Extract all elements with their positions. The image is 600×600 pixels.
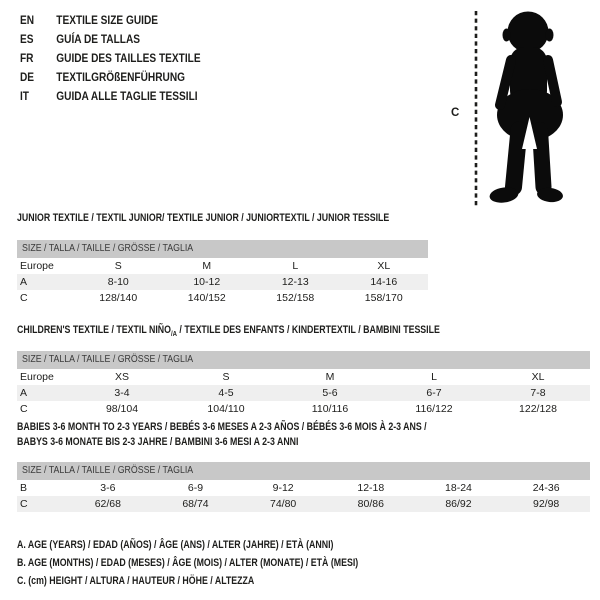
section-title-line1: BABIES 3-6 MONTH TO 2-3 YEARS / BEBÉS 3-6 MESES A 2-3 AÑOS / BÉBÉS 3-6 MOIS À 2-3 ANS / [17, 421, 427, 433]
size-value-cell: 158/170 [364, 292, 403, 304]
children-size-table [17, 369, 590, 417]
measure-legend [17, 536, 358, 590]
size-value-cell: L [431, 371, 437, 384]
row-label-cell: Europe [20, 260, 54, 272]
row-label-cell: A [20, 276, 28, 288]
language-code: EN [20, 15, 35, 27]
language-row-en [20, 12, 201, 31]
height-measure-figure [440, 5, 590, 215]
language-code: DE [20, 72, 35, 84]
language-code: ES [20, 34, 34, 46]
table-row [17, 258, 428, 274]
size-value-cell: 104/110 [207, 403, 245, 416]
size-value-cell: M [325, 371, 335, 384]
table-header-size: SIZE / TALLA / TAILLE / GRÖSSE / TAGLIA [17, 462, 590, 480]
size-value-cell: 74/80 [270, 498, 297, 510]
language-label: TEXTILGRÖßENFÜHRUNG [56, 72, 186, 84]
size-value-cell: 122/128 [519, 403, 557, 416]
size-value-cell: XL [531, 371, 545, 384]
size-value-cell: 86/92 [445, 498, 472, 510]
size-value-cell: 98/104 [105, 403, 139, 416]
size-value-cell: 12-18 [357, 482, 385, 494]
size-value-cell: 110/116 [311, 403, 349, 416]
language-label: GUÍA DE TALLAS [56, 34, 141, 46]
row-label-cell: C [20, 498, 28, 510]
table-row [17, 480, 590, 496]
section-junior-textile [17, 211, 428, 306]
row-label-cell: C [20, 403, 28, 416]
size-value-cell: 140/152 [187, 292, 226, 304]
size-value-cell: 5-6 [322, 387, 338, 400]
language-list [20, 12, 201, 107]
size-value-cell: 152/158 [276, 292, 315, 304]
size-value-cell: 8-10 [107, 276, 129, 288]
language-label: GUIDA ALLE TAGLIE TESSILI [56, 91, 198, 103]
language-row-fr [20, 50, 201, 69]
language-code: FR [20, 53, 34, 65]
language-label: GUIDE DES TAILLES TEXTILE [56, 53, 201, 65]
size-value-cell: 128/140 [99, 292, 138, 304]
table-row [17, 274, 428, 290]
size-value-cell: M [202, 260, 212, 272]
row-label-cell: Europe [20, 371, 54, 384]
table-header-size: SIZE / TALLA / TAILLE / GRÖSSE / TAGLIA [17, 351, 590, 369]
size-value-cell: 116/122 [415, 403, 453, 416]
size-value-cell: 3-6 [100, 482, 116, 494]
size-value-cell: 14-16 [370, 276, 398, 288]
table-row [17, 496, 590, 512]
section-title-line2: BABYS 3-6 MONATE BIS 2-3 JAHRE / BAMBINI 3-6 MESI A 2-3 ANNI [17, 436, 299, 448]
size-value-cell: S [222, 371, 230, 384]
size-value-cell: S [114, 260, 122, 272]
language-row-de [20, 69, 201, 88]
row-label-cell: C [20, 292, 28, 304]
row-label-cell: A [20, 387, 28, 400]
language-code: IT [20, 91, 30, 103]
table-row [17, 369, 590, 385]
section-title: CHILDREN'S TEXTILE / TEXTIL $NIÑO_{/A}$ / TEXTILE DES ENFANTS / KINDERTEXTIL / BAMBINI TESSILE [17, 324, 440, 339]
subscript-a: /A [170, 329, 177, 339]
toddler-silhouette-svg [440, 5, 590, 215]
size-value-cell: XL [377, 260, 391, 272]
row-label-cell: B [20, 482, 28, 494]
language-row-es [20, 31, 201, 50]
legend-a-age-years: A. AGE (YEARS) / EDAD (AÑOS) / ÂGE (ANS) / ALTER (JAHRE) / ETÀ (ANNI) [17, 539, 334, 551]
table-row [17, 401, 590, 417]
size-value-cell: 3-4 [114, 387, 130, 400]
size-value-cell: 6-7 [426, 387, 442, 400]
section-title [17, 420, 475, 450]
size-value-cell: 10-12 [193, 276, 221, 288]
junior-size-table [17, 258, 428, 306]
size-value-cell: 4-5 [218, 387, 234, 400]
size-value-cell: 24-36 [532, 482, 560, 494]
size-value-cell: 7-8 [530, 387, 546, 400]
table-row [17, 290, 428, 306]
height-measure-label: C [451, 107, 460, 119]
size-value-cell: 18-24 [445, 482, 472, 494]
size-value-cell: 62/68 [94, 498, 121, 510]
size-value-cell: XS [114, 371, 129, 384]
section-children-textile [17, 323, 590, 417]
size-value-cell: 92/98 [533, 498, 560, 510]
size-value-cell: 9-12 [272, 482, 294, 494]
toddler-silhouette [489, 12, 564, 205]
table-row [17, 385, 590, 401]
legend-b-age-months: B. AGE (MONTHS) / EDAD (MESES) / ÂGE (MOIS) / ALTER (MONATE) / ETÀ (MESI) [17, 557, 359, 569]
size-value-cell: 12-13 [281, 276, 309, 288]
size-value-cell: 68/74 [182, 498, 209, 510]
size-value-cell: 6-9 [187, 482, 204, 494]
babies-size-table [17, 480, 590, 512]
language-row-it [20, 88, 201, 107]
language-label: TEXTILE SIZE GUIDE [56, 15, 159, 27]
section-title: JUNIOR TEXTILE / TEXTIL JUNIOR/ TEXTILE JUNIOR / JUNIORTEXTIL / JUNIOR TESSILE [17, 212, 390, 224]
size-value-cell: 80/86 [357, 498, 384, 510]
section-babies-textile [17, 420, 590, 512]
size-value-cell: L [292, 260, 299, 272]
legend-c-height: C. (cm) HEIGHT / ALTURA / HAUTEUR / HÖHE / ALTEZZA [17, 575, 255, 587]
table-header-size: SIZE / TALLA / TAILLE / GRÖSSE / TAGLIA [17, 240, 428, 258]
